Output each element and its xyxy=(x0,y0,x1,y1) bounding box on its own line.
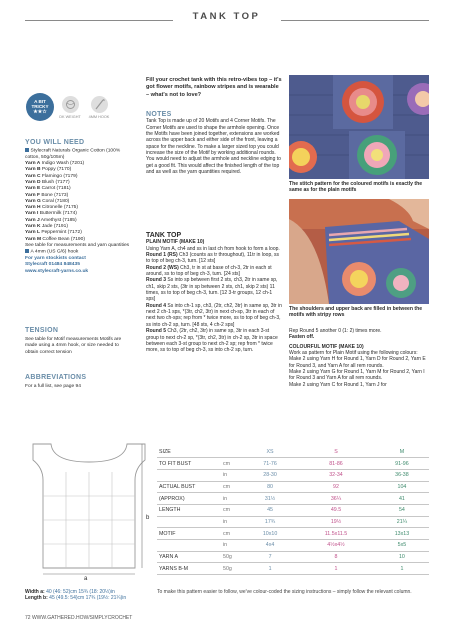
table-row: YARNS B-M 50g 1 1 1 xyxy=(157,563,429,575)
yarn-item: Yarn D Blush (7177) xyxy=(25,179,70,185)
header-rule-right xyxy=(281,20,429,21)
badge-line-1: A BIT xyxy=(34,99,46,104)
abbreviations-heading: ABBREVIATIONS xyxy=(25,374,87,381)
yarn-item: Yarn J Amethyst (7185) xyxy=(25,217,77,223)
table-header: S xyxy=(297,446,375,458)
model-photo xyxy=(289,199,429,304)
intro-text: Fill your crochet tank with this retro-vibes top – it's got flower motifs, rainbow stripes and is wearable – what's not to love? xyxy=(146,77,282,98)
tension-heading: TENSION xyxy=(25,327,59,334)
table-header: SIZE xyxy=(157,446,221,458)
yarn-intro: Stylecraft Naturals Organic Cotton (100% cotton, 50g/105m) xyxy=(25,148,121,160)
table-row: MOTIF cm 10x10 11.5x11.5 13x13 xyxy=(157,528,429,540)
yarn-item: Yarn L Peppermint (7172) xyxy=(25,230,82,236)
yarn-item: Yarn M Coffee Bean (7190) xyxy=(25,236,86,242)
size-table xyxy=(157,446,429,575)
notes-text: Tank Top is made up of 20 Motifs and 4 Corner Motifs. The Corner Motifs are used to shape the armhole opening. Once the Motifs have been joined together, extensions are worked across the upper back and either side of the front, leaving a space for the neckline. To make a larger sized top you could increase the size of the Motif by working additional rounds. You would need to adjust the armhole and neckline edging to get a good fit. This would affect the finished length of the top and as well as the yarn quantities required. xyxy=(146,118,281,176)
stockists-line-2: Stylecraft 01484 848435 xyxy=(25,262,80,268)
stockists-link[interactable]: www.stylecraft-yarns.co.uk xyxy=(25,268,89,274)
you-will-need-heading: YOU WILL NEED xyxy=(25,139,85,146)
table-header xyxy=(221,446,243,458)
badge-stars: ★★☆ xyxy=(33,109,47,115)
hook-item: A 4mm (US G/6) hook xyxy=(25,249,133,256)
notes-heading: NOTES xyxy=(146,111,172,118)
table-footnote: To make this pattern easier to follow, we've colour-coded the sizing instructions – simply follow the relevant column. xyxy=(157,589,412,595)
plain-motif-heading: PLAIN MOTIF (MAKE 10) xyxy=(146,239,205,246)
table-row: in 4x4 4½x4½ 5x5 xyxy=(157,540,429,552)
table-header: M xyxy=(375,446,429,458)
yarn-item: Yarn B Poppy (7170) xyxy=(25,167,72,173)
round-5: Round 5 Ch3, (2tr, ch2, 3tr) in same sp, 3tr in each 3-st group to next ch-2 sp, *(3tr, ch2, 3tr) in ch-2 sp, 3tr in space between each 3-st group to next ch-2 sp; rep from * twice more, ss to top of beg ch-3, ss into ch-2 sp, turn. xyxy=(146,328,278,354)
yarn-item: Yarn F Bone (7173) xyxy=(25,192,69,198)
see-table-note: See table for measurements and yarn quantities xyxy=(25,242,130,248)
colour-line-1: Make 2 using Yarn H for Round 1, Yarn D for Round 2, Yarn E for Round 3, and Yarn A for all rem rounds. xyxy=(289,356,426,369)
pattern-heading: TANK TOP xyxy=(146,232,182,239)
table-row: LENGTH cm 45 49.5 54 xyxy=(157,504,429,516)
table-row: in 17¾ 19½ 21¼ xyxy=(157,516,429,528)
dimensions xyxy=(25,589,153,602)
photo-caption-1: The stitch pattern for the coloured motifs is exactly the same as for the plain motifs xyxy=(289,181,423,194)
badge-line-2: TRICKY xyxy=(31,104,49,109)
rep-line: Rep Round 5 another 0 (1: 2) times more. xyxy=(289,328,382,334)
page-folio: 72 WWW.GATHERED.HOW/SIMPLYCROCHET xyxy=(25,615,133,621)
table-header-row xyxy=(157,446,429,458)
length-line: Length b: 45 (49.5: 54)cm 17¾ (19½: 21¼)in xyxy=(25,595,127,602)
motif-photo xyxy=(289,75,429,179)
colour-line-3: Make 2 using Yarn C for Round 1, Yarn J for xyxy=(289,381,387,388)
skill-badge xyxy=(26,93,54,121)
round-4: Round 4 Ss into ch-1 sp, ch3, (2tr, ch2, 3tr) in same sp, 3tr in next 2 ch-1 sps, *(3tr, ch2, 3tr) in next ch-sp, 3tr in each of next two ch-sps; rep from * twice more, ss to top of beg ch-3, ss into ch-2 sp, turn. [48 sts, 4 ch-2 sps] xyxy=(146,302,282,328)
tank-schematic xyxy=(25,440,153,580)
yarn-item: Yarn C Flamingo (7179) xyxy=(25,173,78,179)
abbreviations-text: For a full list, see page 94 xyxy=(25,384,82,389)
yarn-item: Yarn K Jade (7191) xyxy=(25,224,68,230)
pattern-start: Using Yarn A, ch4 and ss in last ch from hook to form a loop. xyxy=(146,245,280,252)
photo-caption-2: The shoulders and upper back are filled in between the motifs with stripy rows xyxy=(289,306,423,319)
table-row: (APPROX) in 31½ 36¼ 41 xyxy=(157,493,429,505)
table-row: ACTUAL BUST cm 80 92 104 xyxy=(157,481,429,493)
yarn-list xyxy=(25,148,133,275)
yarn-item: Yarn G Coral (7180) xyxy=(25,198,70,204)
dim-b-label: b xyxy=(146,515,150,521)
dim-a-label: a xyxy=(84,576,88,582)
yarn-item: Yarn A Indigo Wash (7201) xyxy=(25,161,85,167)
hook-icon xyxy=(91,96,108,113)
page-title: TANK TOP xyxy=(192,11,261,22)
round-1: Round 1 (RS) Ch3 (counts as tr throughout), 11tr in loop, ss to top of beg ch-3, turn. [12 sts] xyxy=(146,252,280,265)
round-3: Round 3 Ss into sp between first 2 sts, ch3, 2tr in same sp, ch1, skip 2 sts, (3tr in sp between 2 sts, ch1, skip 2 sts) 11 times, ss to top of beg ch-3, turn. [12 3-tr groups, 12 ch-1 sps] xyxy=(146,277,278,303)
fasten-off: Fasten off. xyxy=(289,334,315,341)
bullet-icon xyxy=(25,249,29,253)
stockists-line-1: For yarn stockists contact xyxy=(25,256,86,262)
table-row: TO FIT BUST cm 71-76 81-86 91-96 xyxy=(157,458,429,470)
table-row: YARN A 50g 7 8 10 xyxy=(157,551,429,563)
round-2: Round 2 (WS) Ch3, tr in st at base of ch-3, 2tr in each st around, ss to top of beg ch-3, turn. [24 sts] xyxy=(146,264,272,278)
tension-text: See table for Motif measurements Motifs are made using a 4mm hook, or size needed to obtain correct tension xyxy=(25,337,122,355)
colourful-intro: Work as pattern for Plain Motif using the following colours: xyxy=(289,350,418,357)
pattern-block xyxy=(146,233,282,354)
table-header: XS xyxy=(243,446,297,458)
yarn-weight-icon xyxy=(62,96,79,113)
colourful-motif-heading: COLOURFUL MOTIF (MAKE 10) xyxy=(289,343,364,350)
yarn-weight-label: DK WEIGHT xyxy=(59,115,81,119)
hook-label: 4MM HOOK xyxy=(88,115,110,119)
width-line: Width a: 40 (46: 52)cm 15¾ (18: 20½)in xyxy=(25,589,115,595)
yarn-item: Yarn H Citronelle (7175) xyxy=(25,205,79,211)
notes-block xyxy=(146,112,282,175)
table-row: in 28-30 32-34 36-38 xyxy=(157,469,429,481)
colourful-block xyxy=(289,328,429,388)
yarn-item: Yarn I Buttermilk (7174) xyxy=(25,211,77,217)
colour-line-2: Make 2 using Yarn G for Round 1, Yarn M for Round 2, Yarn I for Round 3 and Yarn A for all rem rounds. xyxy=(289,369,425,382)
bullet-icon xyxy=(25,148,29,152)
yarn-item: Yarn E Carrot (7181) xyxy=(25,186,71,192)
